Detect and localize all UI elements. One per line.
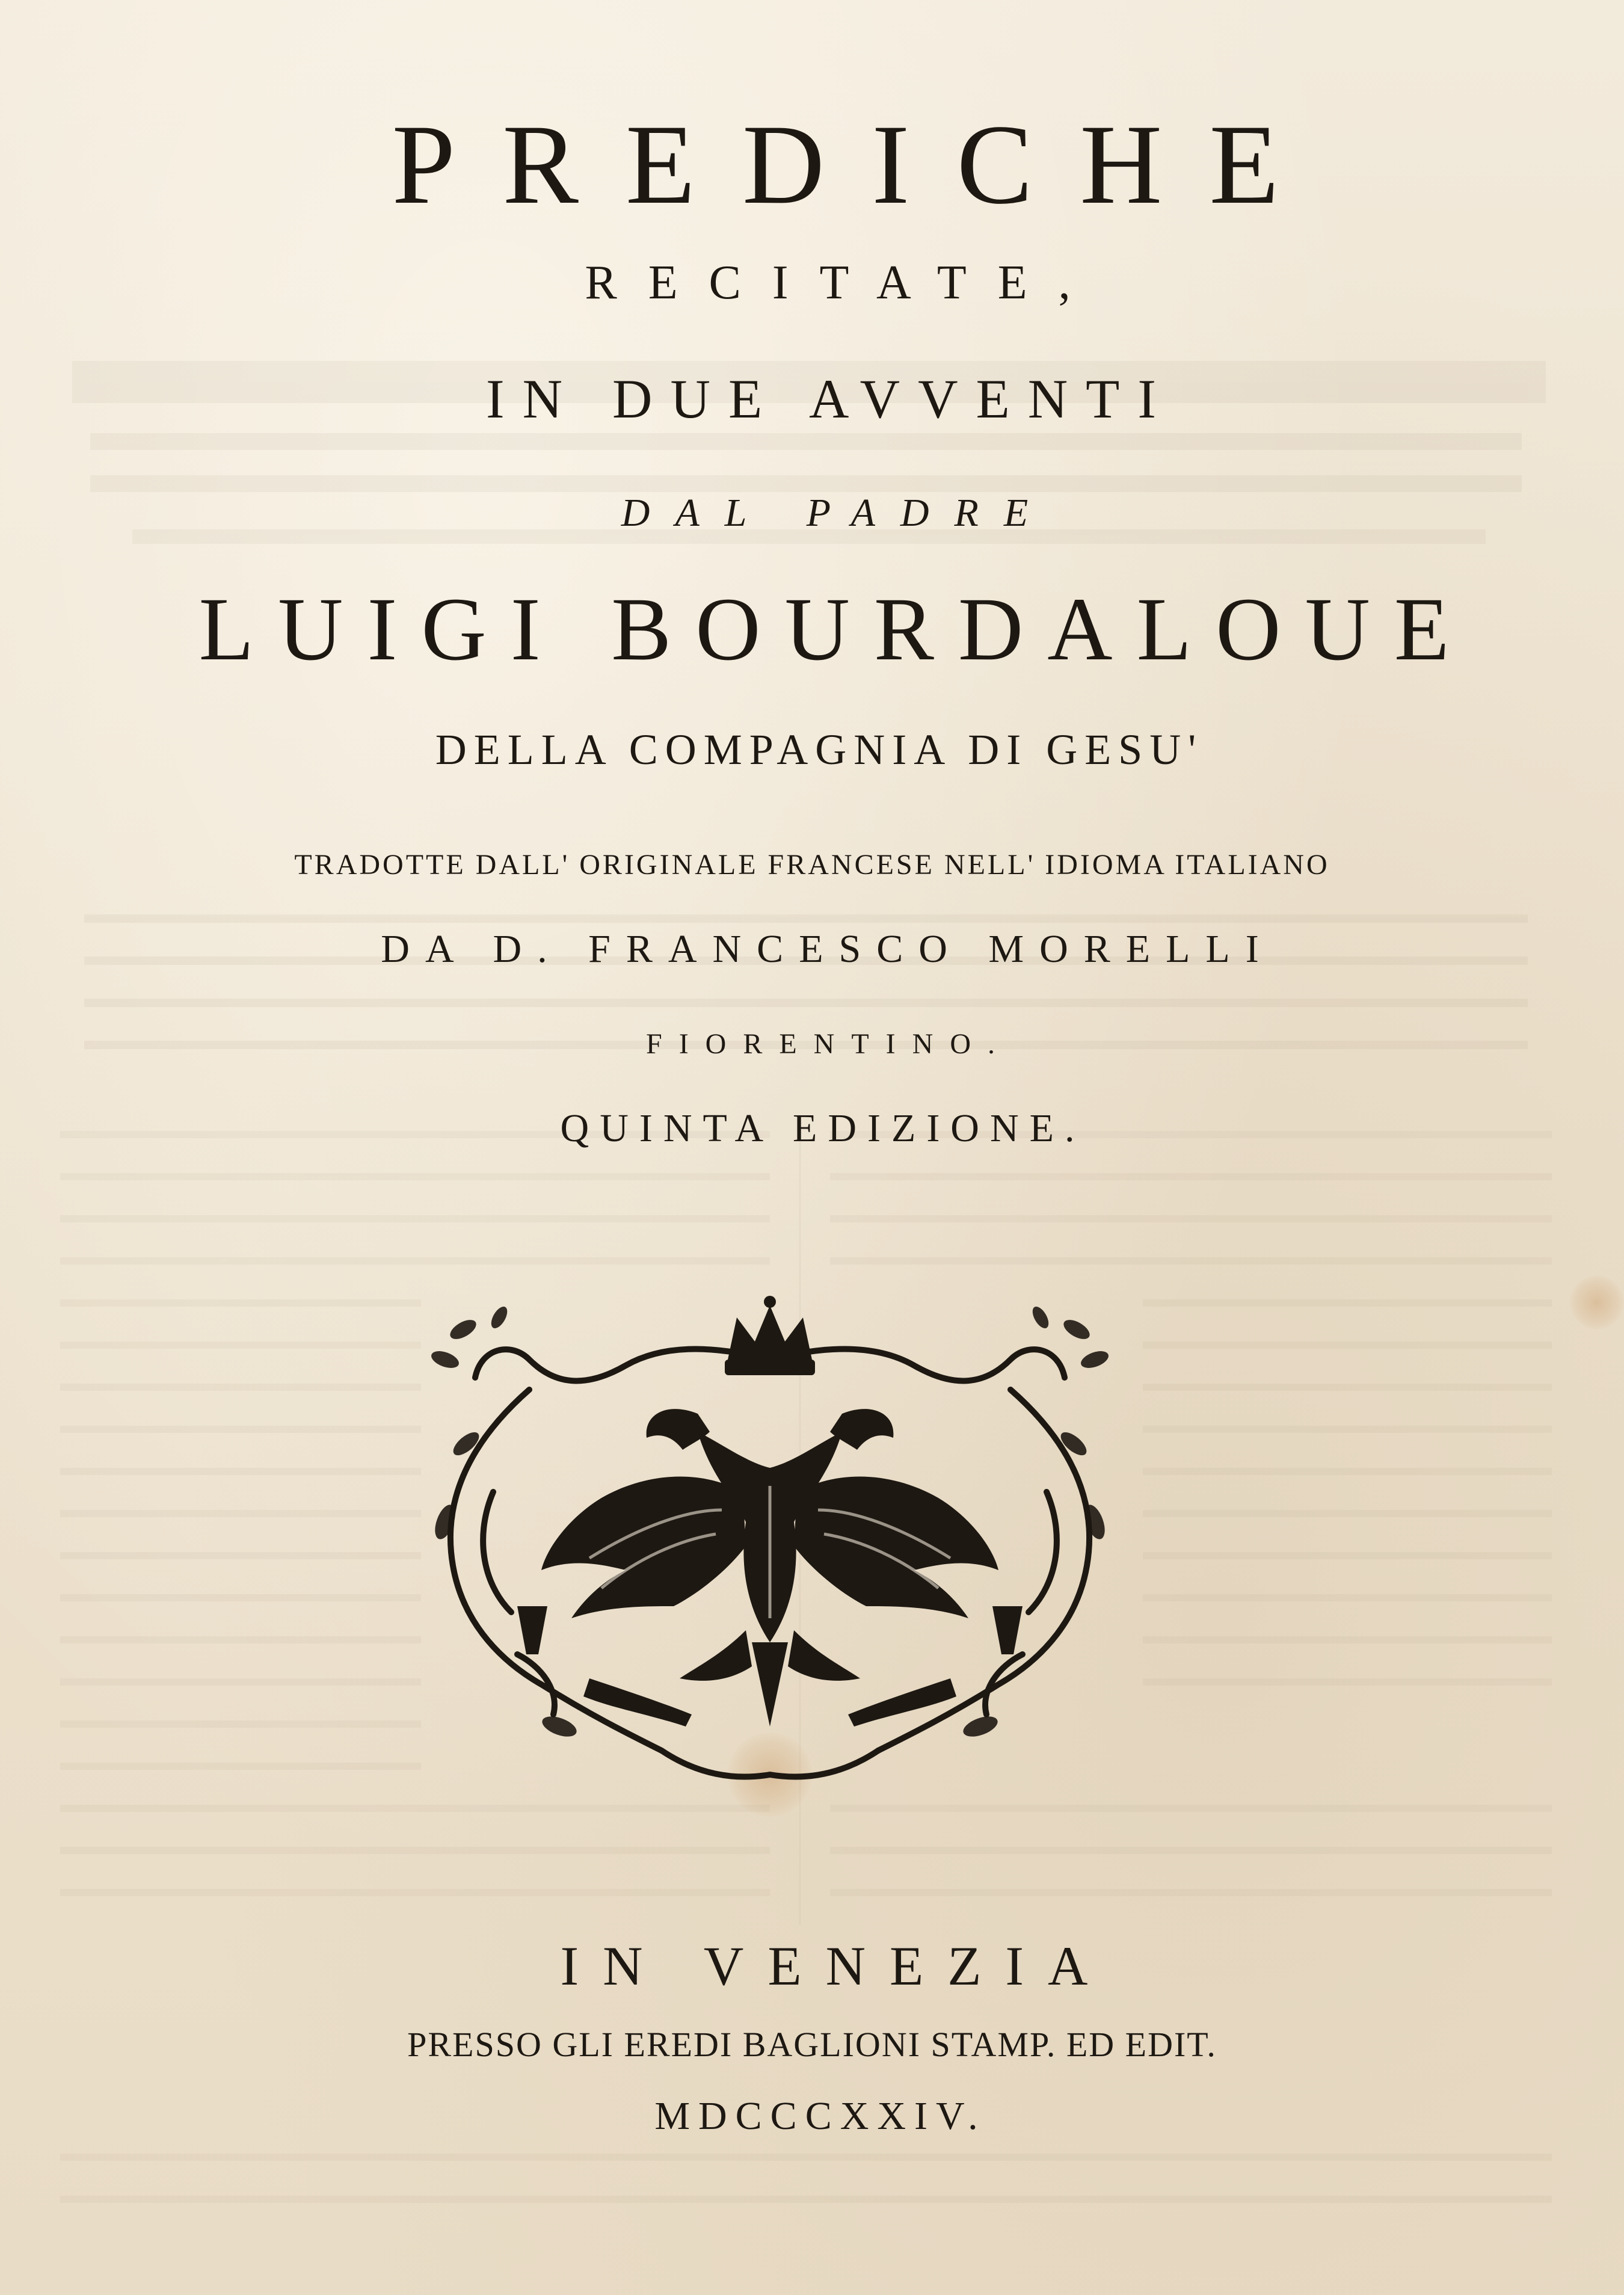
translator-origin: FIORENTINO. <box>646 1028 1012 1060</box>
translator-name: DA D. FRANCESCO MORELLI <box>381 927 1275 971</box>
subtitle-avventi: IN DUE AVVENTI <box>485 368 1174 430</box>
translation-note: TRADOTTE DALL' ORIGINALE FRANCESE NELL' IDIOMA ITALIANO <box>294 849 1330 881</box>
religious-order: DELLA COMPAGNIA DI GESU' <box>435 725 1204 774</box>
edition: QUINTA EDIZIONE. <box>560 1106 1086 1150</box>
foxing-stain <box>1570 1275 1624 1329</box>
imprint-year: MDCCCXXIV. <box>654 2094 986 2138</box>
double-headed-eagle-crest-icon <box>409 1293 1131 1793</box>
by-line: DAL PADRE <box>621 491 1054 535</box>
subtitle-recitate: RECITATE, <box>585 256 1102 309</box>
imprint-place: IN VENEZIA <box>560 1935 1112 1997</box>
imprint-publisher: PRESSO GLI EREDI BAGLIONI STAMP. ED EDIT. <box>407 2025 1217 2064</box>
author-name: LUIGI BOURDALOUE <box>198 579 1474 679</box>
book-title: PREDICHE <box>392 102 1326 228</box>
